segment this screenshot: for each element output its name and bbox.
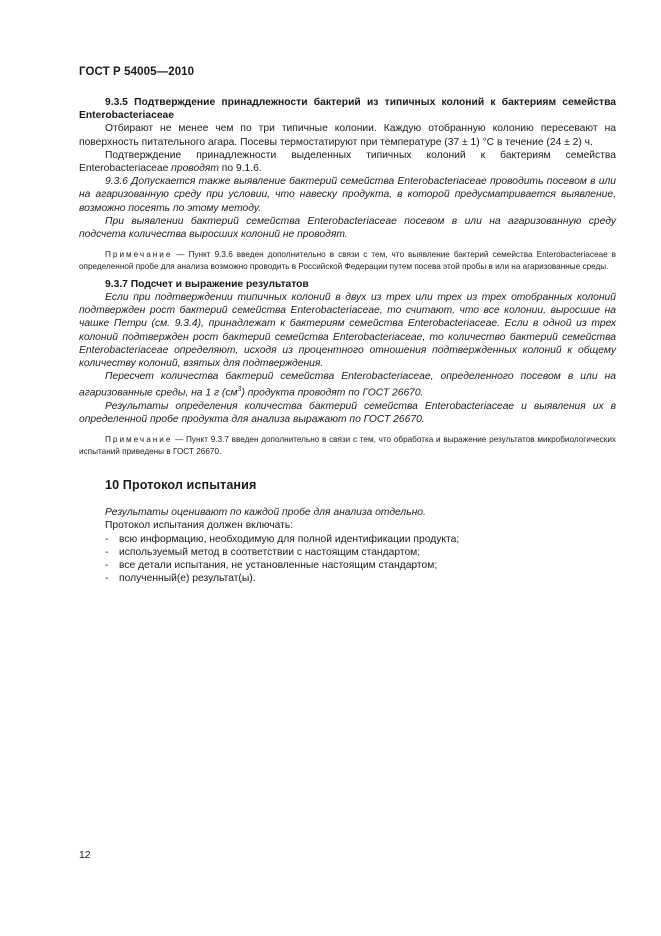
list-item: - полученный(е) результат(ы).: [105, 573, 256, 585]
dash-bullet: -: [105, 573, 109, 585]
list-item: - все детали испытания, не установленные настоящим стандартом;: [105, 560, 438, 572]
dash-bullet: -: [105, 533, 109, 545]
note-label: Примечание: [105, 435, 173, 445]
note-9-3-6: [79, 249, 616, 272]
note-text: — Пункт 9.3.6 введен дополнительно в связи с тем, что выявление бактерий семейства Enterobacteriaceae в определенной пробе для анализа возможно проводить в Российской Федерации путем посева этой пробы в или на агаризованные среды.: [79, 250, 616, 271]
section-9-3-5-paragraph-2: [79, 149, 616, 175]
dash-bullet: -: [105, 560, 109, 572]
note-9-3-7: [79, 434, 616, 457]
section-9-3-5-paragraph-1: Отбирают не менее чем по три типичные колонии. Каждую отобранную колонию пересевают на поверхность питательного агара. Посевы термостатируют при температуре (37 ± 1) °C в течение (24 ± 2) ч.: [79, 123, 616, 148]
list-item: - всю информацию, необходимую для полной идентификации продукта;: [105, 533, 460, 545]
doc-header: ГОСТ Р 54005—2010: [79, 66, 195, 78]
document-body: [79, 96, 616, 586]
list-item: - используемый метод в соответствии с настоящим стандартом;: [105, 546, 421, 558]
paragraph-2-lead: Пересчет количества бактерий семейства Enterobacteriaceae, определенного посевом в или на агаризованные среды, на 1 г (см: [79, 371, 616, 399]
paragraph-2-italic: проводят: [171, 163, 219, 175]
note-label: Примечание: [105, 250, 173, 260]
section-9-3-7-paragraph-2: [79, 370, 616, 400]
paragraph-2-lead: Подтверждение принадлежности выделенных типичных колоний к бактериям семейства Enterobacteriaceae: [79, 149, 616, 175]
paragraph-2-tail: ) продукта проводят по ГОСТ 26670.: [241, 387, 424, 399]
section-9-3-5-heading: 9.3.5 Подтверждение принадлежности бактерий из типичных колоний к бактериям семейства Enterobacteriaceae: [79, 97, 616, 122]
section-9-3-7-paragraph-1: Если при подтверждении типичных колоний в двух из трех или трех из трех отобранных колоний подтвержден рост бактерий семейства Enterobacteriaceae, то считают, что все колонии, выросшие на чашке Петри (см. 9.3.4), принадлежат к бактериям семейства Enterobacteriaceae. Если в одной из трех колоний подтвержден рост бактерий семейства Enterobacteriaceae, то количество бактерий семейства Enterobacteriaceae определяют, исходя из процентного отношения подтвержденных колоний к общему количеству колоний, взятых для подтверждения.: [79, 292, 616, 370]
page-number: 12: [79, 850, 91, 861]
section-9-3-6-paragraph-1: 9.3.6 Допускается также выявление бактерий семейства Enterobacteriaceae проводить посевом в или на агаризованную среду при условии, что навеску продукта, в которой предусматривается выявление, возможно посеять по этому методу.: [79, 176, 616, 214]
note-text: — Пункт 9.3.7 введен дополнительно в связи с тем, что обработка и выражение результатов микробиологических испытаний приведены в ГОСТ 26670.: [79, 435, 616, 456]
section-10-paragraph-2: Протокол испытания должен включать:: [105, 520, 294, 532]
paragraph-2-tail: по 9.1.6.: [218, 163, 262, 175]
section-10-heading: 10 Протокол испытания: [105, 478, 257, 493]
section-9-3-7-heading: 9.3.7 Подсчет и выражение результатов: [105, 278, 309, 290]
dash-bullet: -: [105, 546, 109, 558]
superscript: 3: [237, 386, 242, 394]
section-10-paragraph-1: Результаты оценивают по каждой пробе для анализа отдельно.: [105, 507, 426, 519]
requirements-list: [79, 533, 616, 586]
section-9-3-7-paragraph-3: Результаты определения количества бактерий семейства Enterobacteriaceae и выявления их в определенной пробе продукта для анализа выражают по ГОСТ 26670.: [79, 401, 616, 426]
section-9-3-6-paragraph-2: При выявлении бактерий семейства Enterobacteriaceae посевом в или на агаризованную среду подсчета количества выросших колоний не проводят.: [79, 215, 616, 241]
